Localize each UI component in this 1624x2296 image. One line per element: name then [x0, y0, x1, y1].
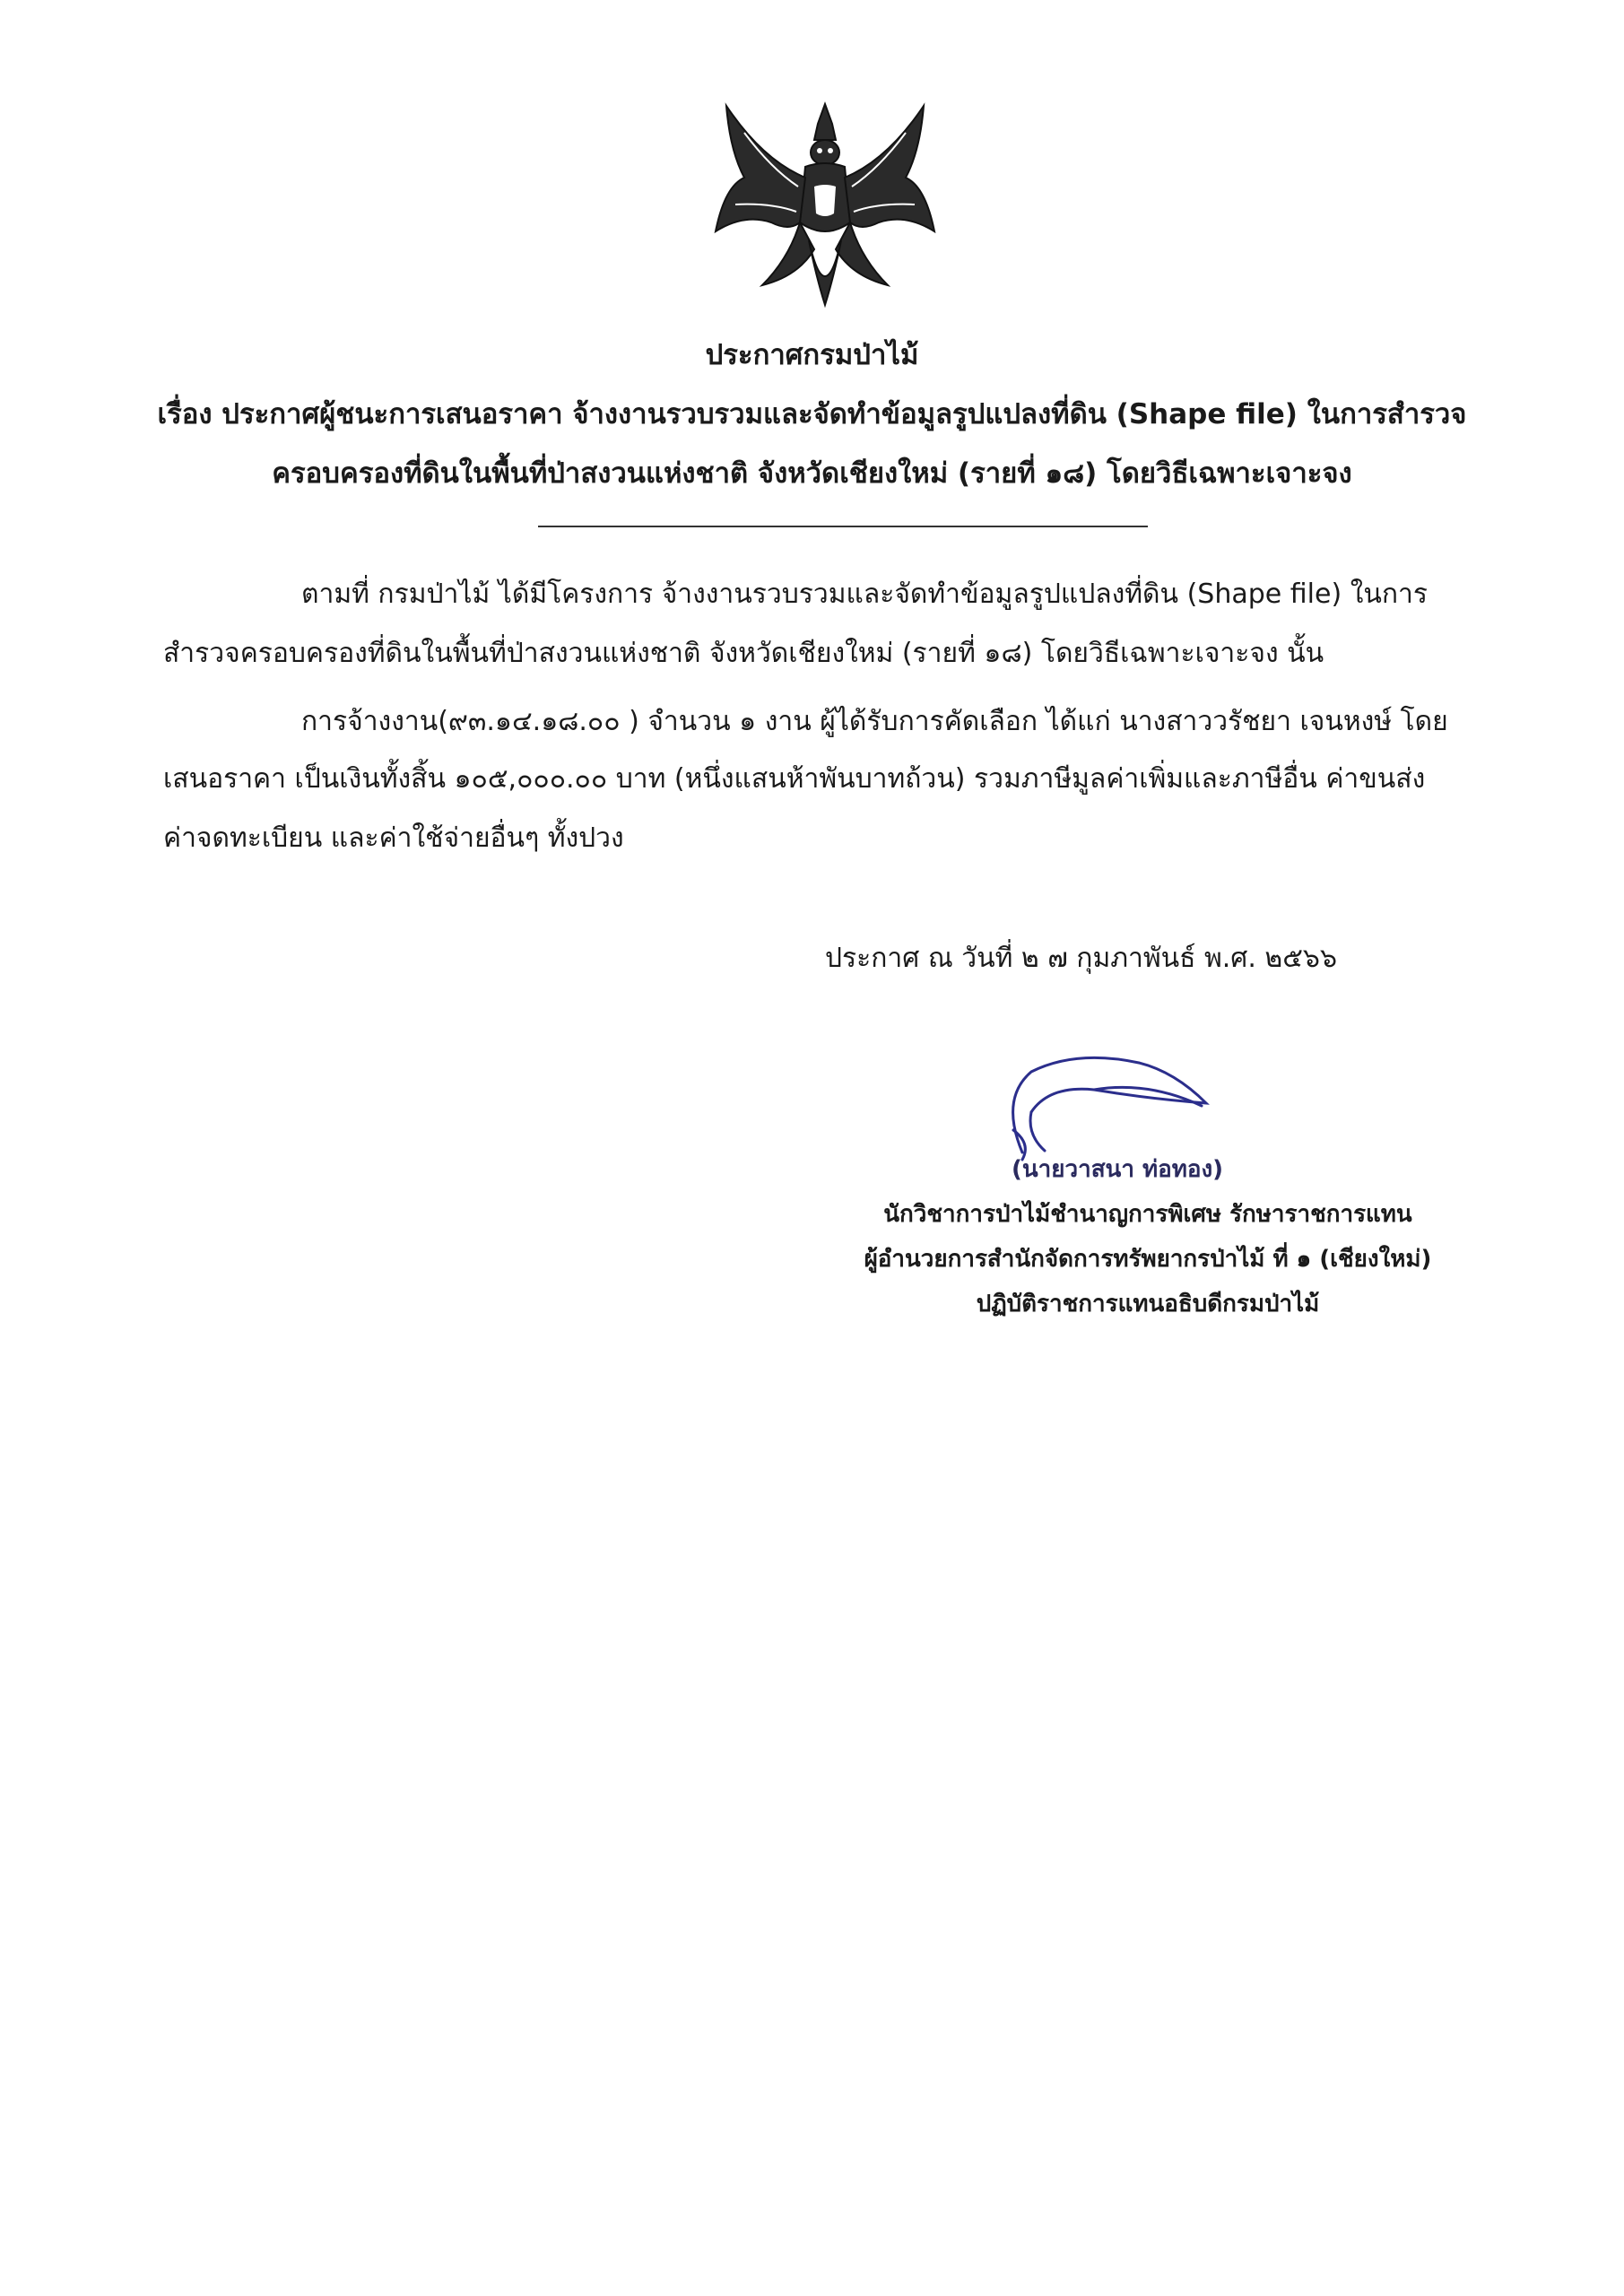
signatory-position-line-3: ปฏิบัติราชการแทนอธิบดีกรมป่าไม้ [976, 1291, 1320, 1318]
body-paragraph-1-line-1: ตามที่ กรมป่าไม้ ได้มีโครงการ จ้างงานรวบรวมและจัดทำข้อมูลรูปแปลงที่ดิน (Shape file) ในการ [301, 578, 1428, 610]
signatory-name: (นายวาสนา ท่อทอง) [1012, 1156, 1224, 1183]
signatory-position-line-1: นักวิชาการป่าไม้ชำนาญการพิเศษ รักษาราชการแทน [883, 1201, 1412, 1228]
announcement-date: ประกาศ ณ วันที่ ๒ ๗ กุมภาพันธ์ พ.ศ. ๒๕๖๖ [825, 943, 1337, 974]
announcement-subject-line-2: ครอบครองที่ดินในพื้นที่ป่าสงวนแห่งชาติ จังหวัดเชียงใหม่ (รายที่ ๑๘) โดยวิธีเฉพาะเจาะจง [272, 457, 1352, 490]
garuda-emblem-icon [708, 97, 942, 317]
announcement-subject-line-1: เรื่อง ประกาศผู้ชนะการเสนอราคา จ้างงานรวบรวมและจัดทำข้อมูลรูปแปลงที่ดิน (Shape file) ในการสำรวจ [157, 398, 1467, 430]
body-paragraph-1-line-2: สำรวจครอบครองที่ดินในพื้นที่ป่าสงวนแห่งชาติ จังหวัดเชียงใหม่ (รายที่ ๑๘) โดยวิธีเฉพาะเจาะจง นั้น [163, 638, 1324, 669]
body-paragraph-2-line-1: การจ้างงาน(๙๓.๑๔.๑๘.๐๐ ) จำนวน ๑ งาน ผู้ได้รับการคัดเลือก ได้แก่ นางสาววรัชยา เจนหงษ์ โดย [301, 706, 1448, 737]
announcement-agency-title: ประกาศกรมป่าไม้ [705, 339, 919, 371]
signatory-position-line-2: ผู้อำนวยการสำนักจัดการทรัพยากรป่าไม้ ที่ ๑ (เชียงใหม่) [864, 1246, 1432, 1273]
body-paragraph-2-line-3: ค่าจดทะเบียน และค่าใช้จ่ายอื่นๆ ทั้งปวง [163, 822, 624, 854]
body-paragraph-2-line-2: เสนอราคา เป็นเงินทั้งสิ้น ๑๐๕,๐๐๐.๐๐ บาท (หนึ่งแสนห้าพันบาทถ้วน) รวมภาษีมูลค่าเพิ่มและภาษีอื่น ค่าขนส่ง [163, 763, 1426, 795]
heading-divider [538, 526, 1148, 527]
